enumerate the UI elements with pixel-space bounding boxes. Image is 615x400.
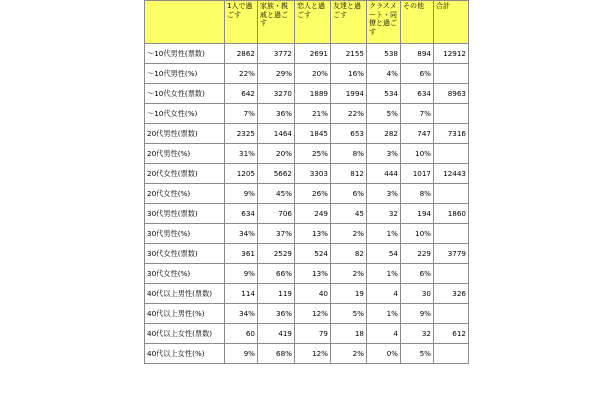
- row-label: 20代女性(%): [145, 184, 225, 204]
- table-cell: 444: [367, 164, 401, 184]
- table-cell: 612: [434, 324, 469, 344]
- table-cell: 538: [367, 44, 401, 64]
- table-cell: 5%: [367, 104, 401, 124]
- row-label: 30代男性(%): [145, 224, 225, 244]
- row-label: 40代以上女性(%): [145, 344, 225, 364]
- table-row: [145, 224, 469, 244]
- table-row: [145, 264, 469, 284]
- table-body: [145, 44, 469, 364]
- row-label: 40代以上男性(票数): [145, 284, 225, 304]
- table-cell: 18: [331, 324, 367, 344]
- table-cell: 68%: [258, 344, 295, 364]
- table-cell: 7%: [225, 104, 258, 124]
- table-cell: 12%: [295, 344, 331, 364]
- row-label: 30代男性(票数): [145, 204, 225, 224]
- table-row: [145, 104, 469, 124]
- table-cell: 361: [225, 244, 258, 264]
- column-header: 1人で過ごす: [225, 1, 258, 44]
- table-cell: 2862: [225, 44, 258, 64]
- table-cell: 21%: [295, 104, 331, 124]
- table-cell: 32: [401, 324, 434, 344]
- table-cell: 29%: [258, 64, 295, 84]
- table-cell: 13%: [295, 224, 331, 244]
- table-cell: [434, 344, 469, 364]
- table-cell: 642: [225, 84, 258, 104]
- row-label: 20代男性(票数): [145, 124, 225, 144]
- table-cell: [434, 304, 469, 324]
- table-cell: 31%: [225, 144, 258, 164]
- table-row: [145, 144, 469, 164]
- table-cell: [434, 224, 469, 244]
- table-cell: 3%: [367, 144, 401, 164]
- column-header: 恋人と過ごす: [295, 1, 331, 44]
- table-cell: 3303: [295, 164, 331, 184]
- table-cell: 2%: [331, 264, 367, 284]
- column-header: その他: [401, 1, 434, 44]
- table-cell: 16%: [331, 64, 367, 84]
- table-cell: 8963: [434, 84, 469, 104]
- table-cell: 1889: [295, 84, 331, 104]
- table-cell: 36%: [258, 104, 295, 124]
- table-cell: 4: [367, 284, 401, 304]
- table-cell: 2529: [258, 244, 295, 264]
- table-row: [145, 44, 469, 64]
- table-cell: 54: [367, 244, 401, 264]
- table-cell: 9%: [225, 184, 258, 204]
- table-cell: 282: [367, 124, 401, 144]
- row-label: 20代男性(%): [145, 144, 225, 164]
- row-label: 30代女性(%): [145, 264, 225, 284]
- table-cell: 1464: [258, 124, 295, 144]
- header-row: [145, 1, 469, 44]
- table-cell: 36%: [258, 304, 295, 324]
- table-cell: 45%: [258, 184, 295, 204]
- table-cell: 25%: [295, 144, 331, 164]
- row-label: ～10代女性(票数): [145, 84, 225, 104]
- corner-cell: [145, 1, 225, 44]
- table-cell: 6%: [401, 64, 434, 84]
- table-cell: 706: [258, 204, 295, 224]
- table-cell: 534: [367, 84, 401, 104]
- row-label: ～10代男性(%): [145, 64, 225, 84]
- table-cell: 13%: [295, 264, 331, 284]
- table-cell: 2%: [331, 224, 367, 244]
- table-cell: 1205: [225, 164, 258, 184]
- table-cell: 114: [225, 284, 258, 304]
- table-cell: 812: [331, 164, 367, 184]
- table-cell: 7%: [401, 104, 434, 124]
- table-cell: 7316: [434, 124, 469, 144]
- row-label: ～10代男性(票数): [145, 44, 225, 64]
- column-header: 合計: [434, 1, 469, 44]
- table-row: [145, 204, 469, 224]
- column-header: 家族・親戚と過ごす: [258, 1, 295, 44]
- table-cell: 2325: [225, 124, 258, 144]
- table-cell: 419: [258, 324, 295, 344]
- table-cell: 9%: [401, 304, 434, 324]
- table-cell: 0%: [367, 344, 401, 364]
- table-cell: [434, 184, 469, 204]
- table-cell: 5%: [401, 344, 434, 364]
- table-cell: 653: [331, 124, 367, 144]
- table-cell: 1%: [367, 224, 401, 244]
- table-cell: 26%: [295, 184, 331, 204]
- table-row: [145, 64, 469, 84]
- row-label: 20代女性(票数): [145, 164, 225, 184]
- table-cell: 79: [295, 324, 331, 344]
- table-cell: 747: [401, 124, 434, 144]
- table-cell: 3270: [258, 84, 295, 104]
- table-cell: 326: [434, 284, 469, 304]
- table-row: [145, 84, 469, 104]
- table-cell: 20%: [295, 64, 331, 84]
- table-cell: 4: [367, 324, 401, 344]
- table-cell: [434, 264, 469, 284]
- table-cell: 19: [331, 284, 367, 304]
- table-cell: 1845: [295, 124, 331, 144]
- table-cell: 634: [225, 204, 258, 224]
- table-cell: 66%: [258, 264, 295, 284]
- table-cell: 2%: [331, 344, 367, 364]
- table-cell: 1%: [367, 264, 401, 284]
- row-label: ～10代女性(%): [145, 104, 225, 124]
- table-cell: 1017: [401, 164, 434, 184]
- table-cell: 249: [295, 204, 331, 224]
- table-cell: 32: [367, 204, 401, 224]
- table-cell: 20%: [258, 144, 295, 164]
- table-cell: [434, 104, 469, 124]
- table-cell: 894: [401, 44, 434, 64]
- row-label: 30代女性(票数): [145, 244, 225, 264]
- table-cell: 82: [331, 244, 367, 264]
- table-cell: 45: [331, 204, 367, 224]
- row-label: 40代以上女性(票数): [145, 324, 225, 344]
- table-cell: 12%: [295, 304, 331, 324]
- table-cell: 5%: [331, 304, 367, 324]
- table-cell: [434, 64, 469, 84]
- table-cell: 10%: [401, 224, 434, 244]
- table-row: [145, 304, 469, 324]
- table-cell: 30: [401, 284, 434, 304]
- table-row: [145, 344, 469, 364]
- table-cell: 5662: [258, 164, 295, 184]
- table-cell: 634: [401, 84, 434, 104]
- table-cell: [434, 144, 469, 164]
- table-cell: 119: [258, 284, 295, 304]
- table-cell: 37%: [258, 224, 295, 244]
- table-cell: 9%: [225, 264, 258, 284]
- table-cell: 60: [225, 324, 258, 344]
- table-row: [145, 324, 469, 344]
- table-cell: 1860: [434, 204, 469, 224]
- table-cell: 22%: [225, 64, 258, 84]
- table-row: [145, 244, 469, 264]
- table-cell: 2155: [331, 44, 367, 64]
- table-cell: 3779: [434, 244, 469, 264]
- table-cell: 40: [295, 284, 331, 304]
- table-cell: 3772: [258, 44, 295, 64]
- table-row: [145, 164, 469, 184]
- table-cell: 12912: [434, 44, 469, 64]
- table-cell: 6%: [401, 264, 434, 284]
- table-cell: 3%: [367, 184, 401, 204]
- table-cell: 34%: [225, 304, 258, 324]
- table-cell: 10%: [401, 144, 434, 164]
- table-cell: 22%: [331, 104, 367, 124]
- table-row: [145, 184, 469, 204]
- table-cell: 9%: [225, 344, 258, 364]
- table-cell: 194: [401, 204, 434, 224]
- table-cell: 229: [401, 244, 434, 264]
- table-cell: 34%: [225, 224, 258, 244]
- survey-table: [144, 0, 469, 364]
- table-cell: 6%: [331, 184, 367, 204]
- table-row: [145, 284, 469, 304]
- table-cell: 2691: [295, 44, 331, 64]
- table-cell: 524: [295, 244, 331, 264]
- table-cell: 8%: [331, 144, 367, 164]
- table-row: [145, 124, 469, 144]
- table-cell: 1%: [367, 304, 401, 324]
- table-cell: 4%: [367, 64, 401, 84]
- table-cell: 1994: [331, 84, 367, 104]
- row-label: 40代以上男性(%): [145, 304, 225, 324]
- column-header: 友達と過ごす: [331, 1, 367, 44]
- table-cell: 12443: [434, 164, 469, 184]
- table-cell: 8%: [401, 184, 434, 204]
- column-header: クラスメート・同僚と過ごす: [367, 1, 401, 44]
